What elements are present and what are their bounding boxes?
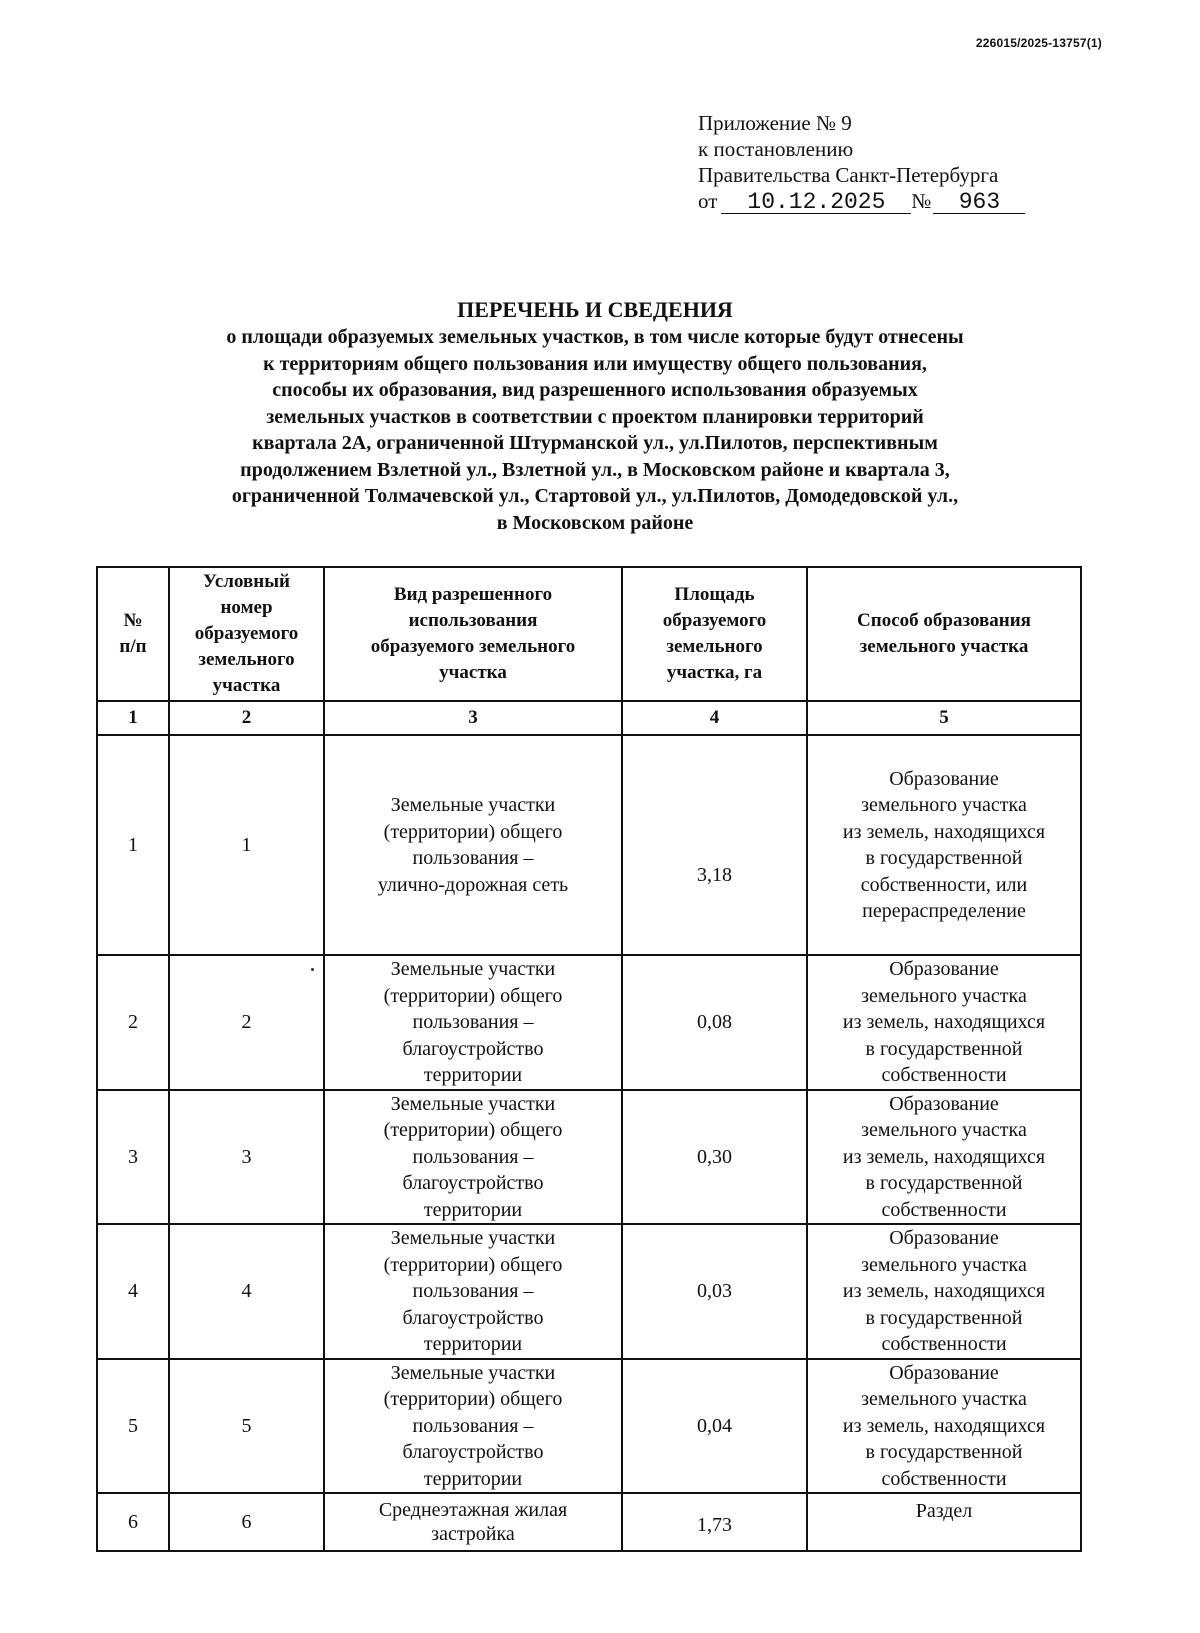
table-row: [97, 955, 1081, 1090]
cell-permitted-use-line: Земельные участки: [390, 1227, 556, 1249]
cell-formation-method-line: в государственной: [865, 1306, 1023, 1329]
cell-formation-method-line: из земель, находящихся: [842, 1414, 1046, 1437]
cell-plot-id: 2: [169, 955, 324, 1090]
table-body: [97, 735, 1081, 1551]
subtitle-line: способы их образования, вид разрешенного использования образуемых: [272, 379, 918, 401]
cell-formation-method-line: собственности: [881, 1064, 1007, 1086]
cell-area: 0,08: [622, 955, 807, 1090]
cell-area: 0,03: [622, 1224, 807, 1359]
cell-row-number: 6: [97, 1493, 169, 1551]
header-line: Условный: [202, 571, 290, 592]
cell-formation-method-line: земельного участка: [861, 794, 1027, 816]
cell-permitted-use-line: (территории) общего: [383, 1119, 563, 1141]
appendix-line-1: Приложение № 9: [698, 111, 852, 135]
header-line: п/п: [119, 636, 147, 657]
cell-permitted-use-line: территории: [423, 1467, 523, 1490]
cell-formation-method-line: собственности: [881, 1198, 1007, 1221]
cell-permitted-use-line: Земельные участки: [390, 794, 556, 816]
cell-permitted-use-line: благоустройство: [402, 1306, 544, 1329]
document-heading: [90, 296, 1100, 536]
subtitle-line: о площади образуемых земельных участков, в том числе которые будут отнесены: [226, 326, 964, 348]
subtitle-line: в Московском районе: [496, 511, 694, 534]
cell-formation-method-line: из земель, находящихся: [842, 1145, 1046, 1168]
cell-permitted-use-line: улично-дорожная сеть: [377, 873, 569, 896]
cell-permitted-use-line: благоустройство: [402, 1441, 544, 1463]
cell-formation-method: [807, 735, 1081, 955]
cell-plot-id: 4: [169, 1224, 324, 1359]
subtitle-line: квартала 2А, ограниченной Штурманской ул., ул.Пилотов, перспективным: [252, 432, 938, 454]
cell-permitted-use-line: застройка: [431, 1523, 515, 1545]
cell-formation-method: [807, 1359, 1081, 1494]
cell-permitted-use-line: благоустройство: [402, 1172, 544, 1194]
header-line: образуемого земельного: [370, 636, 576, 657]
header-line: №: [123, 610, 143, 631]
col-header-number: [97, 567, 169, 701]
col-header-permitted-use: [324, 567, 622, 701]
cell-formation-method-line: Образование: [889, 1092, 999, 1115]
column-number: 3: [324, 701, 622, 735]
cell-formation-method-line: земельного участка: [861, 984, 1027, 1007]
cell-row-number: 4: [97, 1224, 169, 1359]
cell-formation-method-line: в государственной: [865, 1037, 1023, 1060]
header-line: участка: [439, 662, 507, 683]
subtitle-line: земельных участков в соответствии с проектом планировки территорий: [266, 405, 924, 428]
document-number: 226015/2025-13757(1): [975, 36, 1102, 50]
cell-formation-method-line: в государственной: [865, 1441, 1023, 1463]
cell-formation-method-line: из земель, находящихся: [842, 820, 1046, 843]
appendix-line-3: Правительства Санкт-Петербурга: [698, 163, 999, 187]
header-line: земельного участка: [859, 636, 1029, 657]
cell-formation-method-line: собственности: [881, 1467, 1007, 1490]
cell-permitted-use-line: (территории) общего: [383, 1388, 563, 1410]
resolution-date: 10.12.2025: [721, 191, 911, 214]
cell-formation-method-line: земельного участка: [861, 1119, 1027, 1141]
header-line: Вид разрешенного: [393, 584, 553, 605]
column-number: 4: [622, 701, 807, 735]
table-row: [97, 1090, 1081, 1225]
cell-permitted-use-line: территории: [423, 1198, 523, 1221]
page-subtitle: [90, 324, 1100, 536]
cell-permitted-use-line: благоустройство: [402, 1037, 544, 1060]
cell-permitted-use: [324, 955, 622, 1090]
column-number: 1: [97, 701, 169, 735]
cell-permitted-use-line: (территории) общего: [383, 984, 563, 1007]
appendix-block: [698, 110, 1025, 214]
header-line: Способ образования: [857, 610, 1031, 631]
header-line: земельного: [666, 636, 763, 657]
cell-formation-method-line: Раздел: [915, 1500, 973, 1522]
col-header-plot-id: [169, 567, 324, 701]
header-line: номер: [220, 597, 273, 618]
header-line: земельного: [198, 649, 295, 670]
cell-permitted-use: [324, 735, 622, 955]
cell-area: 0,30: [622, 1090, 807, 1225]
appendix-date-line: [698, 188, 1025, 214]
cell-permitted-use-line: пользования –: [412, 1414, 534, 1437]
col-header-area: [622, 567, 807, 701]
cell-permitted-use-line: пользования –: [412, 1280, 534, 1302]
table-row: [97, 1493, 1081, 1551]
cell-formation-method: [807, 955, 1081, 1090]
cell-plot-id: 1: [169, 735, 324, 955]
header-line: Площадь: [674, 584, 755, 605]
cell-formation-method-line: из земель, находящихся: [842, 1011, 1046, 1033]
cell-formation-method-line: из земель, находящихся: [842, 1280, 1046, 1302]
cell-permitted-use-line: Среднеэтажная жилая: [378, 1499, 568, 1521]
cell-permitted-use: [324, 1359, 622, 1494]
appendix-line-2: к постановлению: [698, 137, 854, 161]
table-row: [97, 1359, 1081, 1494]
header-line: использования: [408, 610, 538, 631]
column-number: 5: [807, 701, 1081, 735]
cell-area: 1,73: [622, 1493, 807, 1551]
cell-formation-method-line: земельного участка: [861, 1388, 1027, 1410]
cell-formation-method-line: собственности: [881, 1333, 1007, 1355]
cell-formation-method-line: Образование: [889, 1361, 999, 1384]
cell-permitted-use-line: Земельные участки: [390, 958, 556, 980]
header-line: участка: [212, 675, 281, 696]
cell-formation-method-line: Образование: [889, 1227, 999, 1249]
cell-formation-method-line: перераспределение: [862, 900, 1026, 922]
cell-area: 3,18: [622, 735, 807, 955]
column-number: 2: [169, 701, 324, 735]
page-title: ПЕРЕЧЕНЬ И СВЕДЕНИЯ: [457, 297, 733, 322]
cell-row-number: 2: [97, 955, 169, 1090]
table-header-row: [97, 567, 1081, 701]
header-line: образуемого: [662, 610, 767, 631]
scan-speck: [311, 968, 314, 971]
cell-formation-method-line: земельного участка: [861, 1253, 1027, 1276]
number-prefix: №: [911, 189, 932, 213]
cell-permitted-use-line: (территории) общего: [383, 1253, 563, 1276]
cell-permitted-use-line: Земельные участки: [390, 1361, 556, 1384]
table-row: [97, 735, 1081, 955]
date-prefix: от: [698, 189, 718, 213]
resolution-number: 963: [933, 191, 1025, 214]
cell-permitted-use-line: территории: [423, 1333, 523, 1355]
subtitle-line: ограниченной Толмачевской ул., Стартовой ул., ул.Пилотов, Домодедовской ул.,: [231, 485, 959, 507]
col-header-formation-method: [807, 567, 1081, 701]
cell-permitted-use: [324, 1224, 622, 1359]
cell-row-number: 1: [97, 735, 169, 955]
cell-formation-method: [807, 1090, 1081, 1225]
table-row: [97, 1224, 1081, 1359]
header-line: образуемого: [194, 623, 299, 644]
cell-formation-method: [807, 1493, 1081, 1551]
cell-permitted-use-line: (территории) общего: [383, 820, 563, 843]
cell-formation-method-line: Образование: [889, 767, 999, 790]
cell-area: 0,04: [622, 1359, 807, 1494]
cell-permitted-use: [324, 1090, 622, 1225]
cell-formation-method-line: собственности, или: [860, 873, 1028, 896]
cell-row-number: 5: [97, 1359, 169, 1494]
land-plots-table: [96, 566, 1082, 1552]
cell-formation-method-line: Образование: [889, 958, 999, 980]
subtitle-line: продолжением Взлетной ул., Взлетной ул., в Московском районе и квартала 3,: [240, 458, 950, 481]
cell-plot-id: 3: [169, 1090, 324, 1225]
cell-permitted-use: [324, 1493, 622, 1551]
header-line: участка, га: [666, 662, 763, 683]
cell-plot-id: 6: [169, 1493, 324, 1551]
cell-permitted-use-line: пользования –: [412, 1011, 534, 1033]
cell-permitted-use-line: территории: [423, 1064, 523, 1086]
subtitle-line: к территориям общего пользования или имуществу общего пользования,: [263, 352, 927, 375]
cell-permitted-use-line: пользования –: [412, 1145, 534, 1168]
cell-row-number: 3: [97, 1090, 169, 1225]
column-numbers-row: [97, 701, 1081, 735]
cell-formation-method: [807, 1224, 1081, 1359]
cell-permitted-use-line: Земельные участки: [390, 1092, 556, 1115]
cell-formation-method-line: в государственной: [865, 847, 1023, 869]
cell-formation-method-line: в государственной: [865, 1172, 1023, 1194]
cell-plot-id: 5: [169, 1359, 324, 1494]
cell-permitted-use-line: пользования –: [412, 847, 534, 869]
